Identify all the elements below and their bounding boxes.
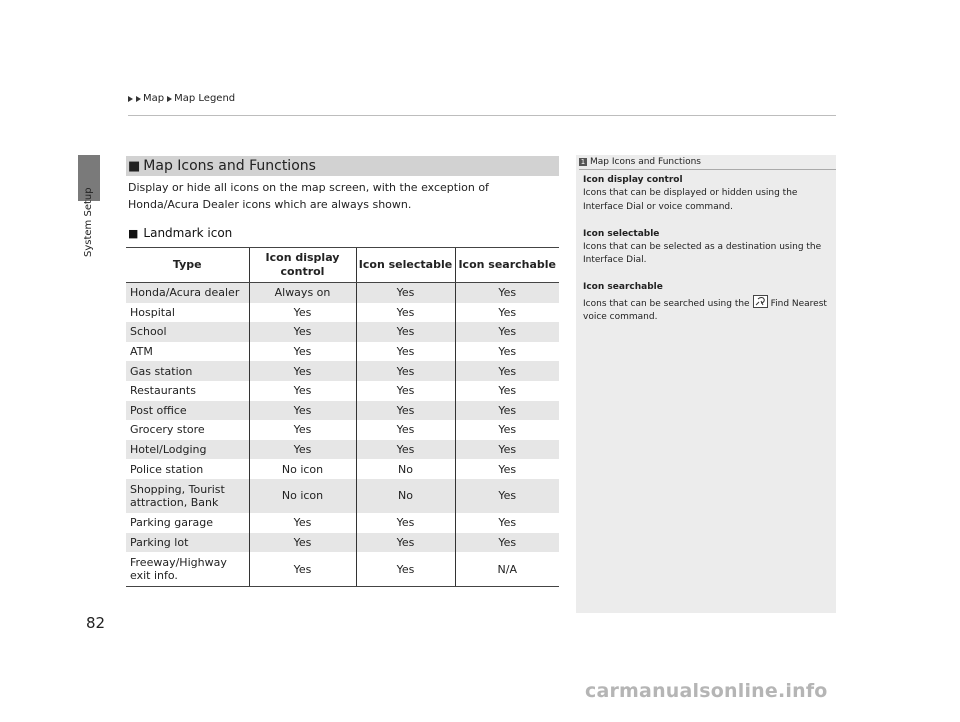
breadcrumb-item-map-legend[interactable]: Map Legend: [174, 93, 236, 104]
cell-selectable: No: [356, 479, 455, 513]
table-row: [126, 303, 559, 323]
sidebar-title: Map Icons and Functions: [590, 157, 701, 167]
cell-selectable: Yes: [356, 381, 455, 401]
cell-display-control: Yes: [249, 440, 356, 460]
table-row: [126, 533, 559, 553]
cell-searchable: Yes: [455, 459, 559, 479]
cell-type: Hospital: [130, 305, 175, 319]
sidebar-desc-display-control: Icons that can be displayed or hidden using the Interface Dial or voice command.: [583, 188, 798, 212]
subheading-square-icon: ■: [128, 226, 139, 240]
cell-display-control: Yes: [249, 322, 356, 342]
cell-searchable: Yes: [455, 401, 559, 421]
cell-type: Parking garage: [130, 516, 214, 530]
table-row: [126, 381, 559, 401]
cell-display-control: Yes: [249, 552, 356, 587]
table-row: [126, 552, 559, 587]
cell-selectable: Yes: [356, 552, 455, 587]
cell-display-control: No icon: [249, 479, 356, 513]
sidebar-desc-selectable: Icons that can be selected as a destination using the Interface Dial.: [583, 242, 822, 266]
talk-button-icon: [753, 295, 768, 308]
sidebar-term-selectable: Icon selectable: [583, 228, 660, 239]
breadcrumb-item-map[interactable]: Map: [143, 93, 165, 104]
cell-display-control: Yes: [249, 361, 356, 381]
breadcrumb: [128, 93, 235, 104]
cell-selectable: No: [356, 459, 455, 479]
cell-searchable: Yes: [455, 361, 559, 381]
subheading: [128, 226, 232, 240]
cell-selectable: Yes: [356, 440, 455, 460]
cell-selectable: Yes: [356, 513, 455, 533]
cell-type: Hotel/Lodging: [126, 440, 249, 460]
table-row: [126, 283, 559, 303]
cell-selectable: Yes: [356, 342, 455, 362]
cell-display-control: Yes: [249, 533, 356, 553]
column-header-searchable: Icon searchable: [455, 248, 559, 283]
table-row: [126, 513, 559, 533]
reference-number-icon: 1: [580, 158, 586, 166]
table-row: [126, 420, 559, 440]
cell-display-control: Yes: [249, 401, 356, 421]
cell-type: Honda/Acura dealer: [126, 283, 249, 303]
cell-type: Shopping, Tourist attraction, Bank: [126, 479, 249, 513]
cell-selectable: Yes: [356, 533, 455, 553]
intro-paragraph: Display or hide all icons on the map screen, with the exception of Honda/Acura Dealer icons which are always shown.: [128, 181, 489, 211]
sidebar-rule: [579, 169, 836, 170]
chapter-tab-label: System Setup: [83, 187, 94, 257]
cell-selectable: Yes: [356, 361, 455, 381]
section-square-icon: ■: [128, 158, 141, 174]
cell-display-control: No icon: [249, 459, 356, 479]
cell-selectable: Yes: [356, 401, 455, 421]
cell-searchable: Yes: [455, 322, 559, 342]
table-row: [126, 440, 559, 460]
section-heading-bar: [126, 156, 559, 176]
cell-type: School: [126, 322, 249, 342]
cell-searchable: Yes: [455, 303, 559, 323]
cell-selectable: Yes: [356, 420, 455, 440]
table-row: [126, 342, 559, 362]
cell-selectable: Yes: [356, 303, 455, 323]
table-header-row: [126, 248, 559, 283]
sidebar-term-searchable: Icon searchable: [583, 282, 663, 293]
cell-type: ATM: [130, 345, 153, 359]
cell-type: Grocery store: [130, 423, 205, 437]
sidebar-heading: [579, 157, 701, 167]
cell-type: Post office: [126, 401, 249, 421]
table-row: [126, 361, 559, 381]
cell-type: Parking lot: [126, 533, 249, 553]
cell-display-control: Always on: [249, 283, 356, 303]
column-header-selectable: Icon selectable: [356, 248, 455, 283]
breadcrumb-arrow-icon: [128, 96, 133, 102]
cell-type: Restaurants: [130, 384, 196, 398]
cell-searchable: Yes: [455, 420, 559, 440]
cell-display-control: Yes: [249, 420, 356, 440]
column-header-display-control: Icon display control: [249, 248, 356, 283]
breadcrumb-arrow-icon: [136, 96, 141, 102]
column-header-type: Type: [126, 248, 249, 283]
cell-display-control: Yes: [249, 303, 356, 323]
table-row: [126, 479, 559, 513]
sidebar-desc-searchable: Icons that can be searched using the Find Nearest voice command.: [583, 295, 831, 325]
section-title: Map Icons and Functions: [143, 158, 316, 174]
sidebar-body: [583, 174, 831, 324]
watermark-text: carmanualsonline.info: [585, 680, 828, 702]
page-number: 82: [86, 614, 106, 632]
cell-type: Police station: [130, 462, 204, 476]
table-row: [126, 401, 559, 421]
cell-searchable: Yes: [455, 513, 559, 533]
table-row: [126, 459, 559, 479]
cell-selectable: Yes: [356, 322, 455, 342]
sidebar-term-display-control: Icon display control: [583, 175, 683, 185]
cell-searchable: Yes: [455, 342, 559, 362]
cell-searchable: N/A: [455, 552, 559, 587]
cell-searchable: Yes: [455, 440, 559, 460]
table-row: [126, 322, 559, 342]
cell-display-control: Yes: [249, 513, 356, 533]
cell-selectable: Yes: [356, 283, 455, 303]
breadcrumb-arrow-icon: [167, 96, 172, 102]
cell-searchable: Yes: [455, 283, 559, 303]
cell-searchable: Yes: [455, 381, 559, 401]
header-rule: [128, 115, 836, 116]
cell-searchable: Yes: [455, 533, 559, 553]
cell-type: Freeway/Highway exit info.: [126, 552, 249, 587]
landmark-icon-table: [126, 247, 559, 587]
cell-type: Gas station: [126, 361, 249, 381]
chapter-tab: [82, 185, 98, 265]
cell-searchable: Yes: [455, 479, 559, 513]
cell-display-control: Yes: [249, 342, 356, 362]
subheading-text: Landmark icon: [143, 226, 233, 240]
cell-display-control: Yes: [249, 381, 356, 401]
